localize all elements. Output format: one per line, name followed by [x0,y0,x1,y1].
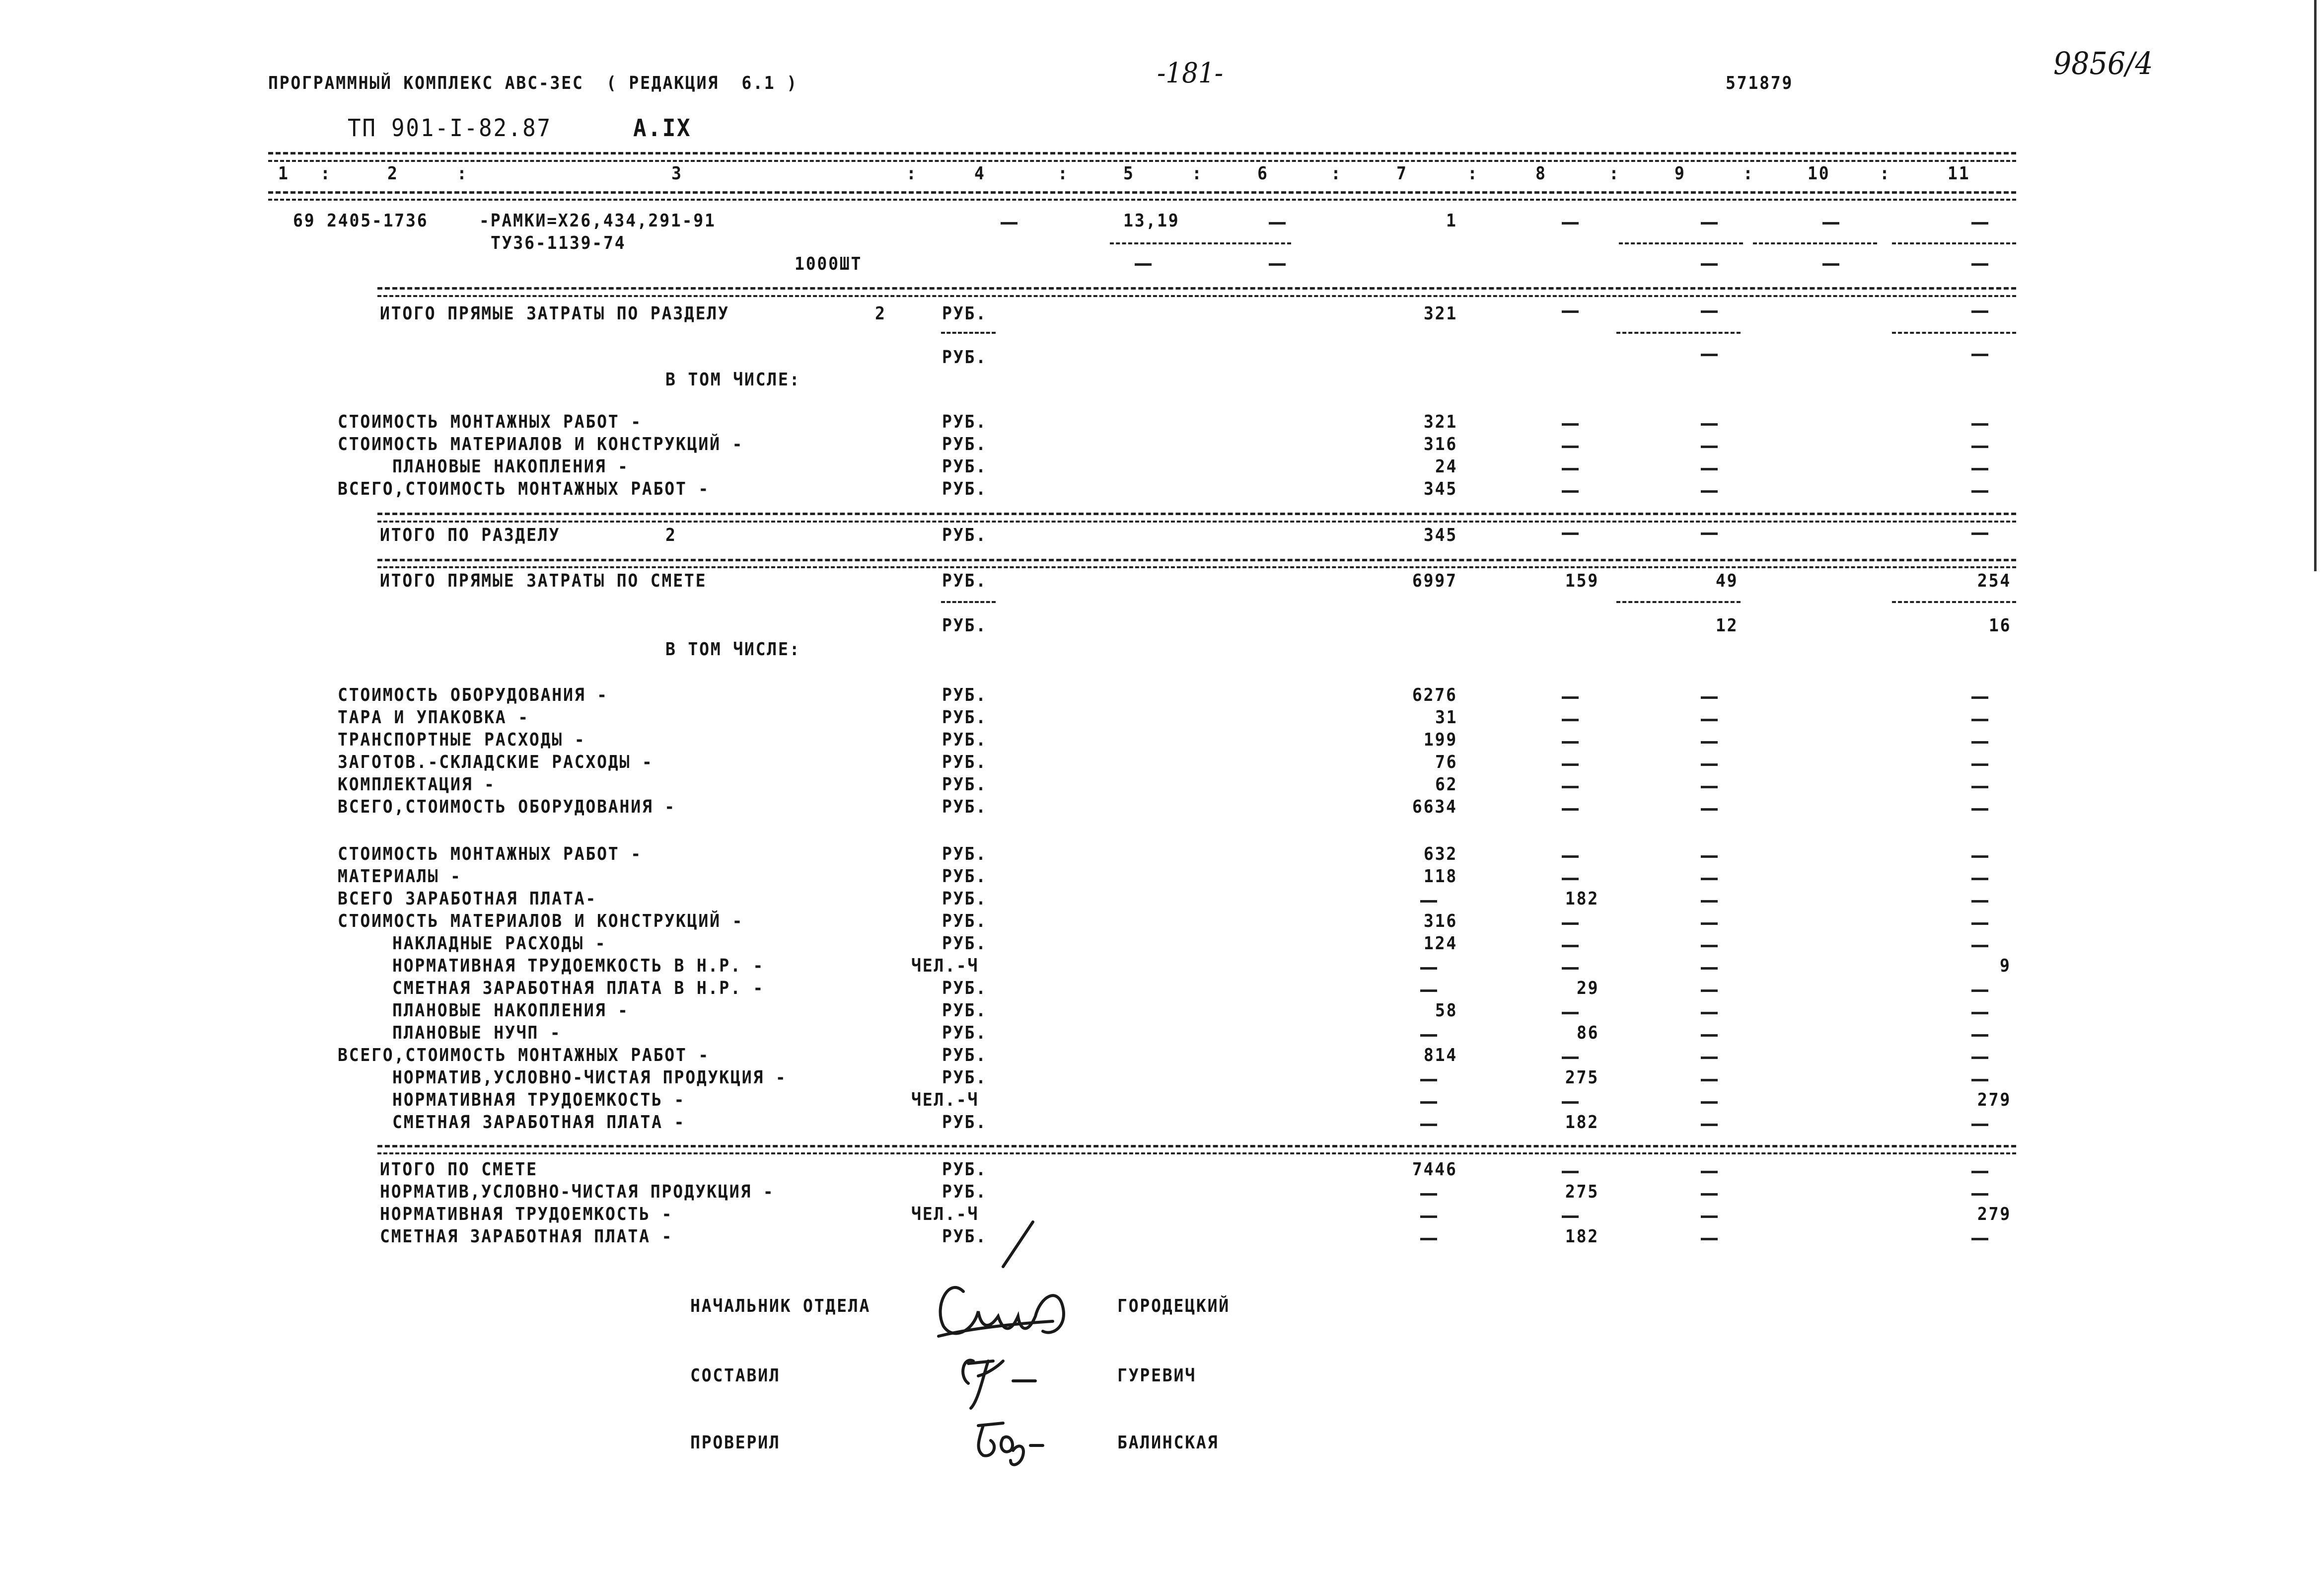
row-label: НОРМАТИВНАЯ ТРУДОЕМКОСТЬ - [380,1204,673,1224]
value-col8: 86 [1576,1023,1599,1043]
section-line [377,513,2016,515]
section-line-2 [377,566,2016,568]
total-direct-estimate-label: ИТОГО ПРЯМЫЕ ЗАТРАТЫ ПО СМЕТЕ [380,571,707,591]
value-col8: 275 [1565,1182,1599,1202]
item-qty: 1 [1446,211,1457,231]
scan-edge [2314,0,2317,571]
row-label: СМЕТНАЯ ЗАРАБОТНАЯ ПЛАТА - [380,1226,673,1247]
value-col7: 814 [1423,1045,1457,1065]
dash [1822,263,1839,266]
value-col7: 24 [1435,456,1457,477]
dash [1701,222,1718,225]
value-col11: 9 [2000,956,2011,976]
value-col8: 159 [1565,571,1599,591]
value-col7: 58 [1435,1000,1457,1021]
value-col7: 321 [1423,412,1457,432]
subtotal-line [1892,601,2016,603]
handwritten-signatures [929,1212,1117,1470]
dash [1562,446,1579,448]
unit: РУБ. [942,412,987,432]
unit: РУБ. [942,1023,987,1043]
value-col11: 279 [1977,1204,2011,1224]
dash [1971,310,1988,313]
value-col7: 124 [1423,933,1457,954]
subtotal-line [1202,242,1291,244]
row-label: ТРАНСПОРТНЫЕ РАСХОДЫ - [338,730,586,750]
unit: РУБ. [942,1000,987,1021]
column-header-6: 6 [1257,163,1269,184]
subtotal-line [1753,242,1877,244]
unit: ЧЕЛ.-Ч [911,1204,979,1224]
row-label: ТАРА И УПАКОВКА - [338,707,529,728]
unit: РУБ. [942,1067,987,1088]
unit: РУБ. [942,685,987,705]
unit: РУБ. [942,752,987,772]
value-col9: 12 [1715,615,1738,636]
value-col8: 182 [1565,1226,1599,1247]
dash [1269,222,1286,225]
dash [1562,532,1579,535]
dash [1701,423,1718,426]
dash [1971,468,1988,470]
unit: РУБ. [942,615,987,636]
unit: РУБ. [942,1182,987,1202]
dash [1135,263,1152,266]
column-separator: : [1743,163,1754,184]
unit: РУБ. [942,347,987,368]
value-col7: 316 [1423,911,1457,931]
value-col7: 6997 [1412,571,1457,591]
column-separator: : [1058,163,1069,184]
value-col7: 345 [1423,479,1457,499]
row-label: СТОИМОСТЬ ОБОРУДОВАНИЯ - [338,685,608,705]
row-label: ВСЕГО,СТОИМОСТЬ МОНТАЖНЫХ РАБОТ - [338,1045,710,1065]
subtotal-line [1892,242,2016,244]
signature-name-checked: БАЛИНСКАЯ [1117,1433,1219,1453]
project-code: ТП 901-I-82.87 [348,114,552,142]
row-label: ПЛАНОВЫЕ НАКОПЛЕНИЯ - [392,456,629,477]
signature-role-compiled: СОСТАВИЛ [690,1365,781,1386]
value-col7: 199 [1423,730,1457,750]
value-col8: 182 [1565,1112,1599,1133]
value-col7: 316 [1423,434,1457,455]
archive-number: 9856/4 [2053,45,2153,81]
value-col8: 182 [1565,889,1599,909]
unit: ЧЕЛ.-Ч [911,1090,979,1110]
signature-role-checked: ПРОВЕРИЛ [690,1433,781,1453]
value-col11: 254 [1977,571,2011,591]
column-header-5: 5 [1123,163,1135,184]
column-header-10: 10 [1808,163,1830,184]
unit: РУБ. [942,525,987,545]
value-col7: 118 [1423,866,1457,887]
row-label: СТОИМОСТЬ МОНТАЖНЫХ РАБОТ - [338,412,642,432]
subtotal-line [1616,332,1741,334]
value-col11: 279 [1977,1090,2011,1110]
row-label: НОРМАТИВНАЯ ТРУДОЕМКОСТЬ В Н.Р. - [392,956,765,976]
section-line-2 [377,1152,2016,1154]
dash [1701,310,1718,313]
dash [1701,532,1718,535]
unit: РУБ. [942,844,987,864]
row-label: КОМПЛЕКТАЦИЯ - [338,774,496,795]
dash [1822,222,1839,225]
unit: РУБ. [942,774,987,795]
dash [1971,263,1988,266]
row-label: СТОИМОСТЬ МОНТАЖНЫХ РАБОТ - [338,844,642,864]
column-header-11: 11 [1948,163,1970,184]
unit-line [941,332,996,334]
item-spec: ТУ36-1139-74 [491,233,626,253]
dash [1562,310,1579,313]
dash [1971,354,1988,356]
row-label: ВСЕГО,СТОИМОСТЬ ОБОРУДОВАНИЯ - [338,797,676,817]
including-label: В ТОМ ЧИСЛЕ: [665,639,801,660]
section-line [377,1145,2016,1147]
value-col9: 49 [1715,571,1738,591]
column-header-8: 8 [1535,163,1547,184]
unit: РУБ. [942,866,987,887]
row-label: МАТЕРИАЛЫ - [338,866,462,887]
column-separator: : [457,163,468,184]
dash [1562,423,1579,426]
section-line-2 [377,521,2016,523]
unit: РУБ. [942,1226,987,1247]
row-label: ПЛАНОВЫЕ НАКОПЛЕНИЯ - [392,1000,629,1021]
row-label: НОРМАТИВНАЯ ТРУДОЕМКОСТЬ - [392,1090,686,1110]
including-label: В ТОМ ЧИСЛЕ: [665,370,801,390]
section-line [377,287,2016,290]
table-top-line [268,152,2016,154]
column-separator: : [1467,163,1479,184]
unit: РУБ. [942,303,987,324]
column-header-7: 7 [1396,163,1408,184]
total-estimate-label: ИТОГО ПО СМЕТЕ [380,1159,538,1180]
dash [1701,263,1718,266]
item-code: 69 2405-1736 [293,211,429,231]
section-line [377,559,2016,561]
column-header-3: 3 [671,163,683,184]
table-top-line-2 [268,160,2016,162]
unit: РУБ. [942,571,987,591]
row-label: СМЕТНАЯ ЗАРАБОТНАЯ ПЛАТА - [392,1112,686,1133]
dash [1701,354,1718,356]
table-header-bottom-line [268,191,2016,194]
subtotal-line [1616,601,1741,603]
value-col11: 16 [1988,615,2011,636]
column-header-2: 2 [387,163,399,184]
item-price: 13,19 [1123,211,1180,231]
value-col8: 29 [1576,978,1599,998]
row-label: СТОИМОСТЬ МАТЕРИАЛОВ И КОНСТРУКЦИЙ - [338,434,744,455]
total-section-label: ИТОГО ПО РАЗДЕЛУ [380,525,561,545]
dash [1701,468,1718,470]
column-separator: : [1192,163,1203,184]
subtotal-line [1619,242,1743,244]
row-label: НАКЛАДНЫЕ РАСХОДЫ - [392,933,607,954]
unit: РУБ. [942,1159,987,1180]
unit: РУБ. [942,889,987,909]
value-col7: 76 [1435,752,1457,772]
row-label: СТОИМОСТЬ МАТЕРИАЛОВ И КОНСТРУКЦИЙ - [338,911,744,931]
row-label: ВСЕГО ЗАРАБОТНАЯ ПЛАТА- [338,889,597,909]
item-name: -РАМКИ=Х26,434,291-91 [479,211,716,231]
unit: ЧЕЛ.-Ч [911,956,979,976]
column-separator: : [906,163,918,184]
unit: РУБ. [942,1045,987,1065]
section-code: А.IX [633,114,692,142]
row-label: НОРМАТИВ,УСЛОВНО-ЧИСТАЯ ПРОДУКЦИЯ - [392,1067,787,1088]
signature-name-compiled: ГУРЕВИЧ [1117,1365,1196,1386]
unit: РУБ. [942,707,987,728]
dash [1971,446,1988,448]
total-direct-section-label: ИТОГО ПРЯМЫЕ ЗАТРАТЫ ПО РАЗДЕЛУ [380,303,729,324]
row-label: ВСЕГО,СТОИМОСТЬ МОНТАЖНЫХ РАБОТ - [338,479,710,499]
value-col7: 62 [1435,774,1457,795]
table-header-bottom-line-2 [268,199,2016,201]
page-number: -181- [1157,57,1224,89]
item-unit: 1000ШТ [795,254,863,274]
dash [1971,423,1988,426]
column-separator: : [320,163,332,184]
column-header-9: 9 [1674,163,1686,184]
column-header-4: 4 [974,163,986,184]
unit: РУБ. [942,456,987,477]
unit: РУБ. [942,434,987,455]
value-col7: 31 [1435,707,1457,728]
signature-name-head: ГОРОДЕЦКИЙ [1117,1296,1231,1316]
unit: РУБ. [942,479,987,499]
dash [1971,532,1988,535]
document-number: 571879 [1726,73,1794,93]
value-col7: 321 [1423,303,1457,324]
section-line-2 [377,295,2016,297]
value-col8: 275 [1565,1067,1599,1088]
unit: РУБ. [942,978,987,998]
row-label: ПЛАНОВЫЕ НУЧП - [392,1023,562,1043]
dash [1562,222,1579,225]
section-number: 2 [665,525,677,545]
row-label: СМЕТНАЯ ЗАРАБОТНАЯ ПЛАТА В Н.Р. - [392,978,765,998]
value-col7: 6634 [1412,797,1457,817]
subtotal-line [1892,332,2016,334]
program-header: ПРОГРАММНЫЙ КОМПЛЕКС АВС-ЗЕС ( РЕДАКЦИЯ 6.1 ) [268,73,798,93]
unit: РУБ. [942,730,987,750]
column-separator: : [1609,163,1620,184]
unit: РУБ. [942,797,987,817]
unit-line [941,601,996,603]
row-label: ЗАГОТОВ.-СКЛАДСКИЕ РАСХОДЫ - [338,752,654,772]
dash [1971,490,1988,493]
column-separator: : [1880,163,1891,184]
unit: РУБ. [942,1112,987,1133]
dash [1562,490,1579,493]
signature-role-head: НАЧАЛЬНИК ОТДЕЛА [690,1296,871,1316]
value-col7: 6276 [1412,685,1457,705]
dash [1269,263,1286,266]
dash [1701,490,1718,493]
subtotal-line [1110,242,1199,244]
value-col7: 7446 [1412,1159,1457,1180]
dash [1001,222,1017,225]
column-header-1: 1 [278,163,290,184]
dash [1562,468,1579,470]
value-col7: 632 [1423,844,1457,864]
unit: РУБ. [942,933,987,954]
unit: РУБ. [942,911,987,931]
value-col7: 345 [1423,525,1457,545]
row-label: НОРМАТИВ,УСЛОВНО-ЧИСТАЯ ПРОДУКЦИЯ - [380,1182,775,1202]
section-number: 2 [875,303,886,324]
dash [1971,222,1988,225]
dash [1701,446,1718,448]
column-separator: : [1331,163,1342,184]
